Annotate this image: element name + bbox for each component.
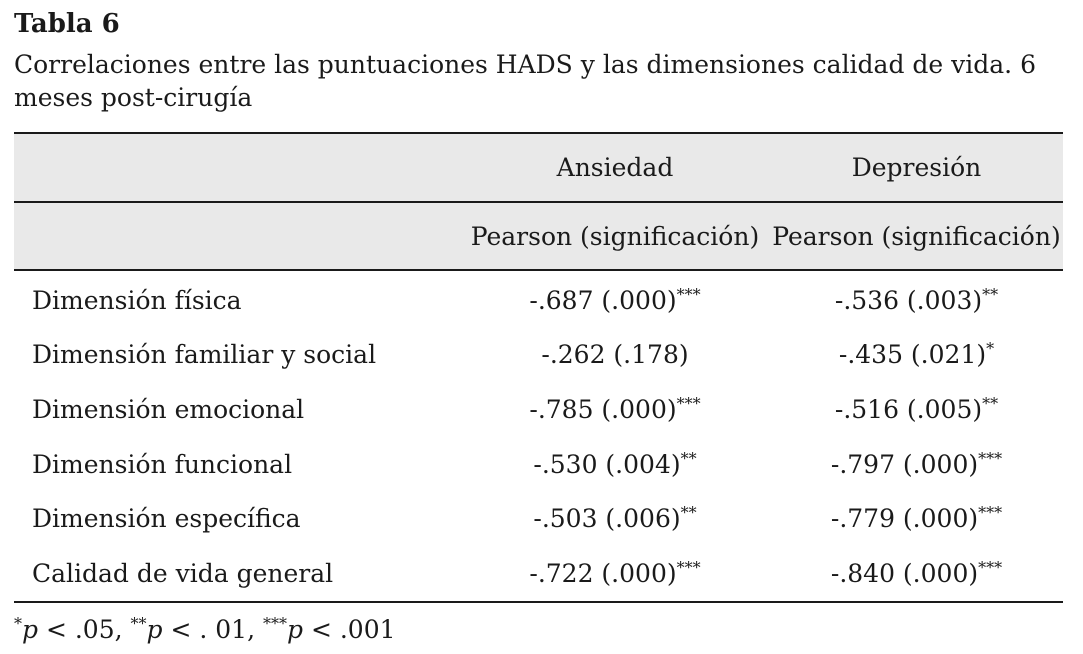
table-row — [14, 270, 1063, 328]
subheader-empty — [14, 202, 460, 270]
depresion-cell: -.797 (.000)*** — [830, 448, 1003, 479]
ansiedad-cell: -.687 (.000)*** — [529, 284, 701, 315]
ansiedad-cell: -.262 (.178) — [541, 340, 689, 370]
table-row — [14, 546, 1063, 602]
depresion-cell: -.516 (.005)** — [834, 393, 999, 424]
ansiedad-cell: -.530 (.004)** — [533, 448, 697, 479]
table-row — [14, 328, 1063, 383]
ansiedad-cell: -.503 (.006)** — [533, 503, 697, 534]
header-depresion: Depresión — [770, 133, 1063, 202]
row-label: Calidad de vida general — [14, 546, 460, 602]
correlation-table — [14, 132, 1063, 603]
table-caption: Correlaciones entre las puntuaciones HADS y las dimensiones calidad de vida. 6 meses post-cirugía — [14, 50, 1036, 112]
row-label: Dimensión física — [32, 285, 242, 315]
header-ansiedad: Ansiedad — [460, 133, 770, 202]
depresion-cell: -.779 (.000)*** — [830, 503, 1003, 534]
ansiedad-cell: -.722 (.000)*** — [460, 546, 770, 602]
header-group-row — [14, 133, 1063, 202]
sub-header-row — [14, 202, 1063, 270]
ansiedad-cell: -.785 (.000)*** — [529, 393, 701, 424]
subheader-depresion: Pearson (significación) — [770, 202, 1063, 270]
table-row — [14, 382, 1063, 437]
subheader-ansiedad: Pearson (significación) — [460, 202, 770, 270]
table-title: Tabla 6 — [14, 9, 120, 39]
depresion-cell: -.840 (.000)*** — [770, 546, 1063, 602]
significance-footnote: *p < .05, **p < . 01, ***p < .001 — [14, 614, 396, 644]
table-row — [14, 491, 1063, 546]
header-empty — [14, 133, 460, 202]
depresion-cell: -.435 (.021)* — [838, 339, 995, 370]
row-label: Dimensión funcional — [32, 449, 293, 479]
row-label: Dimensión familiar y social — [32, 340, 377, 370]
table-row — [14, 437, 1063, 492]
row-label: Dimensión emocional — [32, 394, 305, 424]
row-label: Dimensión específica — [32, 504, 301, 534]
depresion-cell: -.536 (.003)** — [834, 284, 999, 315]
